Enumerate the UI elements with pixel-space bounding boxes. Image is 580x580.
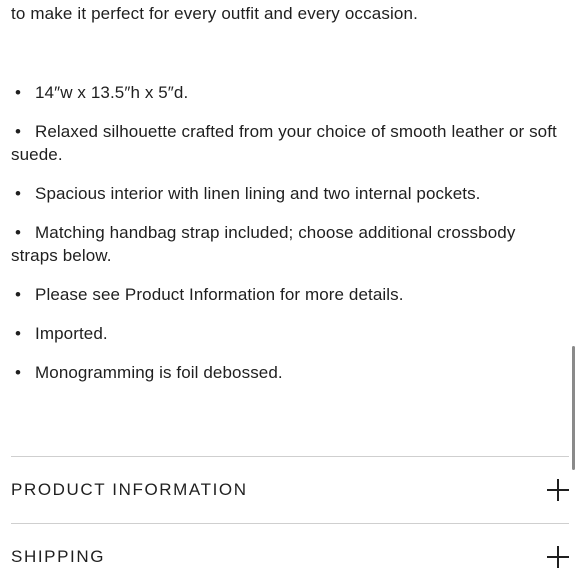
feature-bullet bbox=[11, 182, 567, 205]
plus-icon[interactable] bbox=[547, 546, 569, 568]
bullet-dot: • bbox=[15, 363, 22, 382]
feature-bullet bbox=[11, 283, 567, 306]
bullet-dot: • bbox=[15, 324, 22, 343]
accordion-product-information[interactable] bbox=[11, 468, 569, 512]
divider bbox=[11, 523, 569, 524]
bullet-dot: • bbox=[15, 184, 22, 203]
feature-bullet bbox=[11, 361, 567, 384]
plus-icon[interactable] bbox=[547, 479, 569, 501]
bullet-dot: • bbox=[15, 122, 22, 141]
feature-bullet bbox=[11, 221, 567, 267]
feature-bullet bbox=[11, 120, 567, 166]
feature-text: Monogramming is foil debossed. bbox=[35, 363, 283, 382]
feature-bullet bbox=[11, 81, 567, 104]
feature-text: Please see Product Information for more details. bbox=[35, 285, 404, 304]
accordion-shipping[interactable] bbox=[11, 535, 569, 579]
feature-text: Relaxed silhouette crafted from your choice of smooth leather or soft suede. bbox=[11, 122, 557, 164]
scrollbar-thumb[interactable] bbox=[572, 346, 575, 470]
feature-text: Matching handbag strap included; choose additional crossbody straps below. bbox=[11, 223, 516, 265]
feature-text: 14″w x 13.5″h x 5″d. bbox=[35, 83, 189, 102]
feature-text: Spacious interior with linen lining and two internal pockets. bbox=[35, 184, 481, 203]
accordion-label: PRODUCT INFORMATION bbox=[11, 480, 248, 499]
accordion-label: SHIPPING bbox=[11, 547, 106, 566]
feature-bullet bbox=[11, 322, 567, 345]
bullet-dot: • bbox=[15, 83, 22, 102]
bullet-dot: • bbox=[15, 285, 22, 304]
description-intro-text: to make it perfect for every outfit and every occasion. bbox=[11, 4, 418, 23]
feature-text: Imported. bbox=[35, 324, 108, 343]
feature-bullet-list bbox=[11, 81, 567, 400]
divider bbox=[11, 456, 569, 457]
bullet-dot: • bbox=[15, 223, 22, 242]
